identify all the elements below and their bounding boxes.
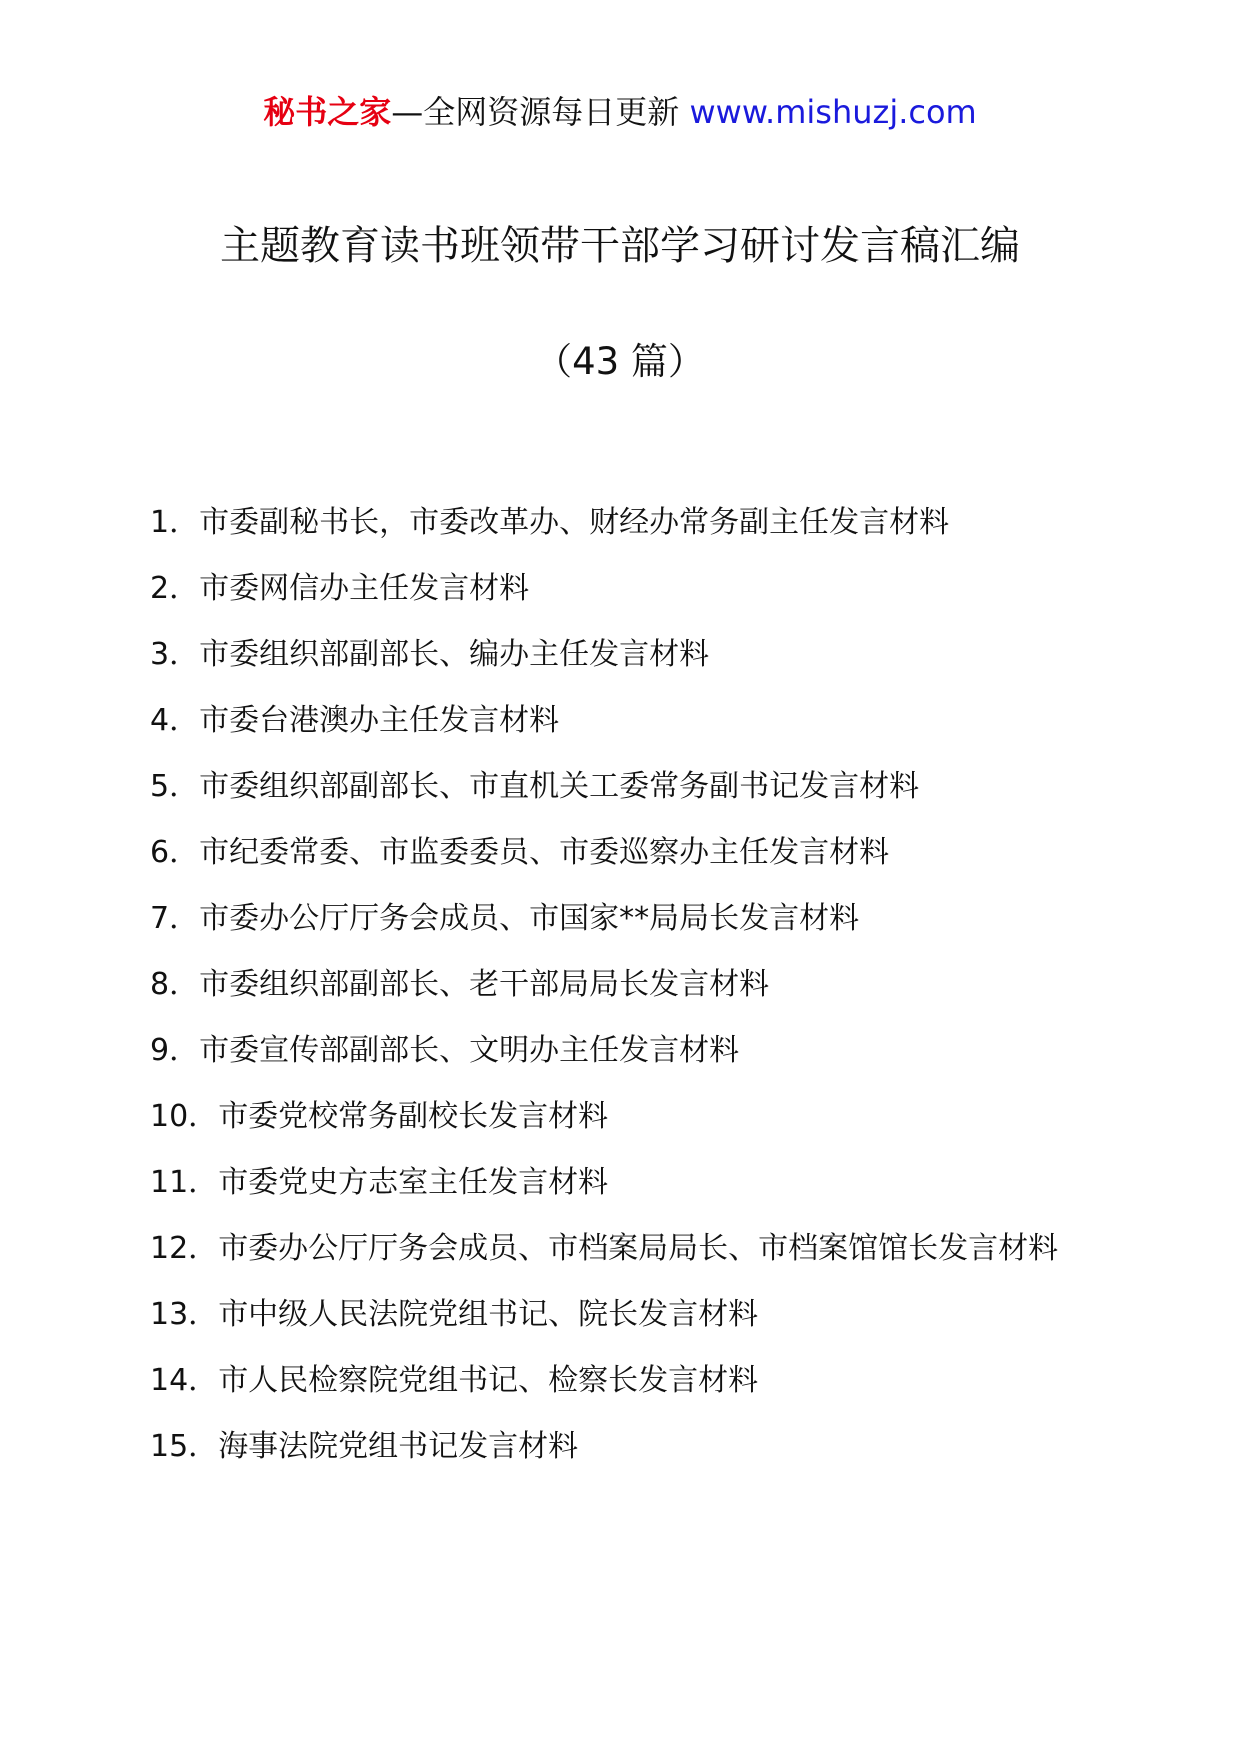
toc-item-11 [150,1150,1100,1216]
toc-item-text: 市委党校常务副校长发言材料 [218,1099,609,1134]
toc-item-text: 市委台港澳办主任发言材料 [199,703,560,738]
toc-item-8 [150,952,1100,1018]
toc-item-10 [150,1084,1100,1150]
toc-item-number: 12． [150,1231,219,1266]
toc-item-number: 11． [150,1165,219,1200]
toc-item-text: 市委党史方志室主任发言材料 [218,1165,609,1200]
brand-name: 秘书之家 [263,93,392,131]
site-url-link[interactable]: www.mishuzj.com [689,93,977,131]
document-subtitle: （43 篇） [535,340,705,383]
toc-item-text: 市委办公厅厅务会成员、市国家**局局长发言材料 [199,901,860,936]
toc-item-text: 市中级人民法院党组书记、院长发言材料 [218,1297,759,1332]
toc-item-number: 15． [150,1429,219,1464]
toc-item-12 [150,1216,1100,1282]
toc-item-text: 市委办公厅厅务会成员、市档案局局长、市档案馆馆长发言材料 [218,1231,1059,1266]
toc-item-number: 13． [150,1297,219,1332]
toc-item-text: 市纪委常委、市监委委员、市委巡察办主任发言材料 [199,835,890,870]
toc-item-number: 2． [150,571,200,606]
toc-item-9 [150,1018,1100,1084]
toc-item-text: 市委副秘书长，市委改革办、财经办常务副主任发言材料 [199,505,950,540]
site-header [0,92,1240,132]
toc-item-text: 市人民检察院党组书记、检察长发言材料 [218,1363,759,1398]
toc-item-text: 市委宣传部副部长、文明办主任发言材料 [199,1033,740,1068]
toc-item-14 [150,1348,1100,1414]
toc-item-13 [150,1282,1100,1348]
table-of-contents [150,490,1100,1480]
toc-item-text: 海事法院党组书记发言材料 [218,1429,579,1464]
toc-item-5 [150,754,1100,820]
toc-item-number: 4． [150,703,200,738]
toc-item-2 [150,556,1100,622]
toc-item-6 [150,820,1100,886]
toc-item-number: 6． [150,835,200,870]
toc-item-1 [150,490,1100,556]
toc-item-number: 9． [150,1033,200,1068]
toc-item-number: 5． [150,769,200,804]
toc-item-number: 14． [150,1363,219,1398]
toc-item-3 [150,622,1100,688]
toc-item-7 [150,886,1100,952]
toc-item-15 [150,1414,1100,1480]
toc-item-text: 市委组织部副部长、老干部局局长发言材料 [199,967,770,1002]
site-tagline: —全网资源每日更新 [391,93,690,131]
toc-item-4 [150,688,1100,754]
toc-item-number: 3． [150,637,200,672]
toc-item-text: 市委网信办主任发言材料 [199,571,530,606]
toc-item-number: 8． [150,967,200,1002]
toc-item-number: 10． [150,1099,219,1134]
toc-item-number: 1． [150,505,200,540]
toc-item-text: 市委组织部副部长、市直机关工委常务副书记发言材料 [199,769,920,804]
toc-item-number: 7． [150,901,200,936]
document-title: 主题教育读书班领带干部学习研讨发言稿汇编 [220,223,1020,269]
toc-item-text: 市委组织部副部长、编办主任发言材料 [199,637,710,672]
